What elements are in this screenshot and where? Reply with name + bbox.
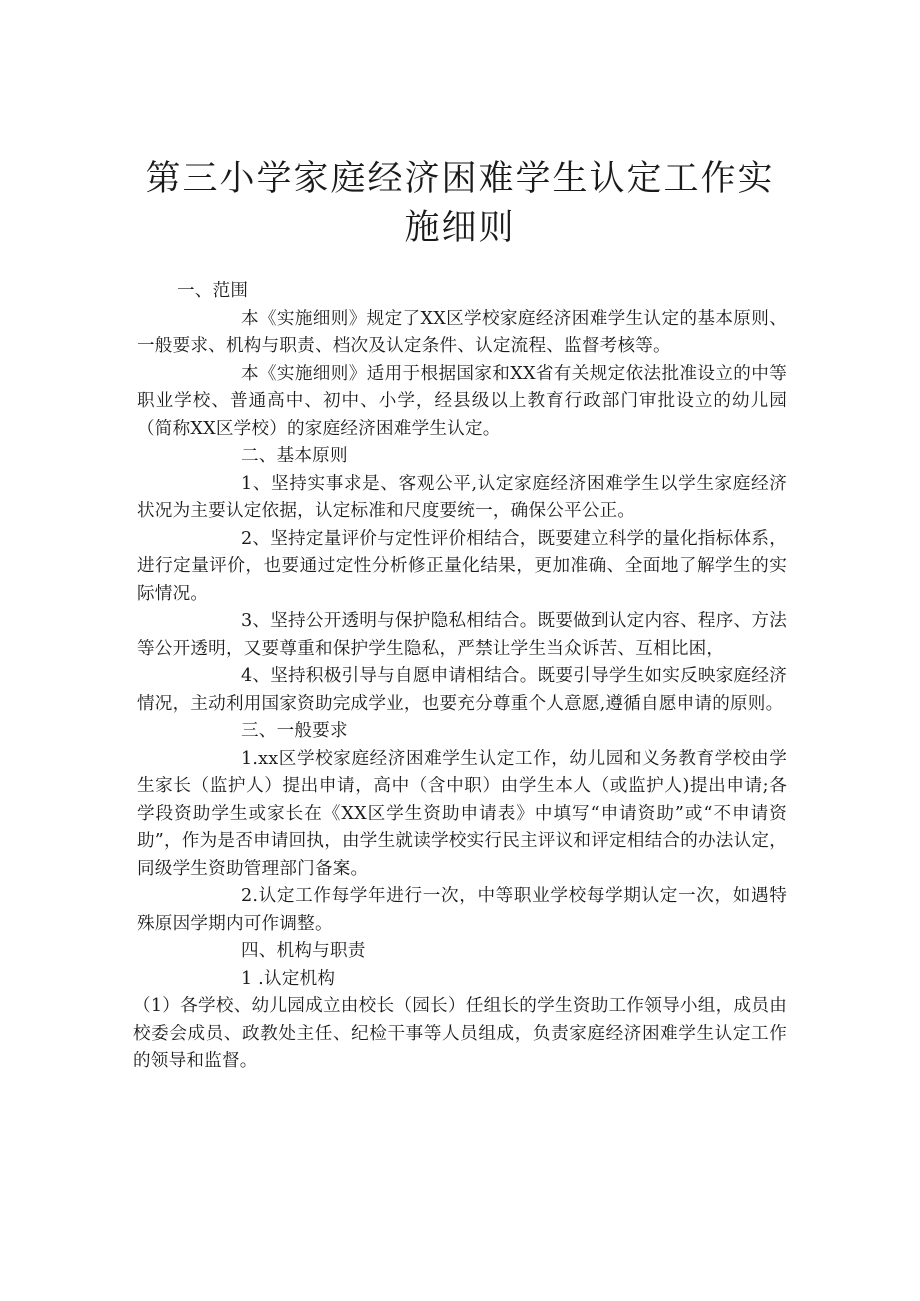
paragraph: 3、坚持公开透明与保护隐私相结合。既要做到认定内容、程序、方法等公开透明，又要尊重和保护学生隐私，严禁让学生当众诉苦、互相比困， bbox=[137, 611, 787, 659]
document-title: 第三小学家庭经济困难学生认定工作实施细则 bbox=[145, 159, 775, 248]
paragraph: 1、坚持实事求是、客观公平,认定家庭经济困难学生以学生家庭经济状况为主要认定依据，认定标准和尺度要统一，确保公平公正。 bbox=[137, 473, 787, 521]
section-heading: 三、一般要求 bbox=[241, 721, 348, 741]
paragraph: 2、坚持定量评价与定性评价相结合，既要建立科学的量化指标体系，进行定量评价，也要通过定性分析修正量化结果，更加准确、全面地了解学生的实际情况。 bbox=[137, 528, 787, 604]
paragraph: 本《实施细则》适用于根据国家和XX省有关规定依法批准设立的中等职业学校、普通高中、初中、小学，经县级以上教育行政部门审批设立的幼儿园（简称XX区学校）的家庭经济困难学生认定。 bbox=[137, 363, 787, 439]
document-body bbox=[133, 278, 787, 1076]
section-heading: 一、范围 bbox=[177, 281, 249, 301]
paragraph: 4、坚持积极引导与自愿申请相结合。既要引导学生如实反映家庭经济情况，主动利用国家资助完成学业，也要充分尊重个人意愿,遵循自愿申请的原则。 bbox=[137, 666, 787, 714]
subsection-heading: 1 .认定机构 bbox=[241, 968, 336, 989]
paragraph: 2.认定工作每学年进行一次，中等职业学校每学期认定一次，如遇特殊原因学期内可作调整。 bbox=[137, 886, 787, 934]
paragraph: （1）各学校、幼儿园成立由校长（园长）任组长的学生资助工作领导小组，成员由校委会成员、政教处主任、纪检干事等人员组成，负责家庭经济困难学生认定工作的领导和监督。 bbox=[133, 996, 787, 1071]
section-heading: 四、机构与职责 bbox=[241, 941, 366, 961]
section-heading: 二、基本原则 bbox=[241, 446, 348, 466]
paragraph: 1.xx区学校家庭经济困难学生认定工作，幼儿园和义务教育学校由学生家长（监护人）提出申请，高中（含中职）由学生本人（或监护人)提出申请;各学段资助学生或家长在《XX区学生资助申请表》中填写“申请资助”或“不申请资助”，作为是否申请回执，由学生就读学校实行民主评议和评定相结合的办法认定，同级学生资助管理部门备案。 bbox=[137, 748, 787, 879]
paragraph: 本《实施细则》规定了XX区学校家庭经济困难学生认定的基本原则、一般要求、机构与职责、档次及认定条件、认定流程、监督考核等。 bbox=[137, 308, 787, 356]
